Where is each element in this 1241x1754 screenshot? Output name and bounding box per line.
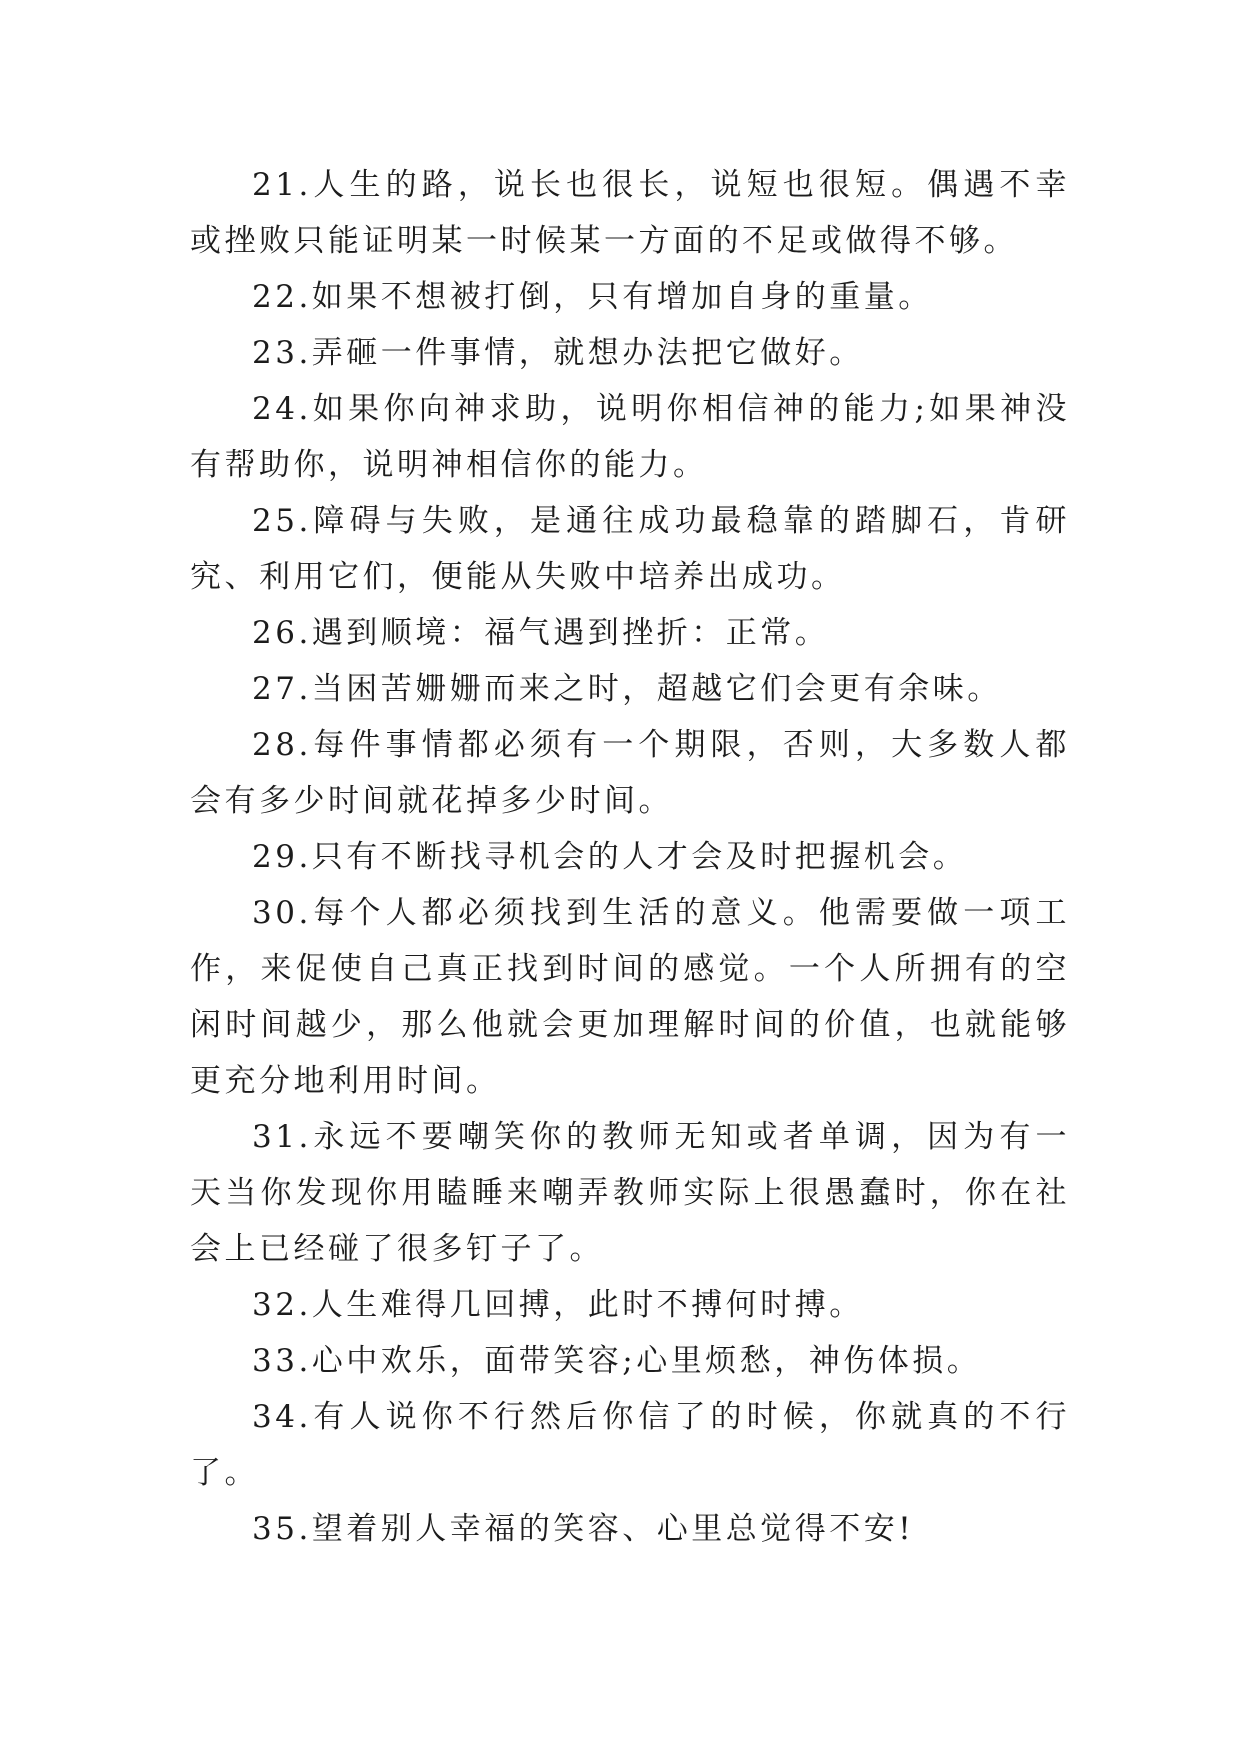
paragraph-27: 27.当困苦姗姗而来之时，超越它们会更有余味。 bbox=[252, 671, 1002, 707]
paragraph-29: 29.只有不断找寻机会的人才会及时把握机会。 bbox=[252, 839, 968, 875]
paragraph-26: 26.遇到顺境：福气遇到挫折：正常。 bbox=[252, 615, 830, 651]
paragraph-24: 24.如果你向神求助，说明你相信神的能力;如果神没有帮助你，说明神相信你的能力。 bbox=[190, 391, 1070, 483]
paragraph-32: 32.人生难得几回搏，此时不搏何时搏。 bbox=[252, 1287, 864, 1323]
paragraph-25: 25.障碍与失败，是通往成功最稳靠的踏脚石，肯研究、利用它们，便能从失败中培养出成功。 bbox=[190, 503, 1070, 595]
document-body bbox=[190, 157, 1070, 1557]
paragraph-31: 31.永远不要嘲笑你的教师无知或者单调，因为有一天当你发现你用瞌睡来嘲弄教师实际上很愚蠢时，你在社会上已经碰了很多钉子了。 bbox=[190, 1119, 1070, 1267]
paragraph-30: 30.每个人都必须找到生活的意义。他需要做一项工作，来促使自己真正找到时间的感觉。一个人所拥有的空闲时间越少，那么他就会更加理解时间的价值，也就能够更充分地利用时间。 bbox=[190, 895, 1070, 1099]
paragraph-34: 34.有人说你不行然后你信了的时候，你就真的不行了。 bbox=[190, 1399, 1070, 1491]
paragraph-22: 22.如果不想被打倒，只有增加自身的重量。 bbox=[252, 279, 933, 315]
paragraph-28: 28.每件事情都必须有一个期限，否则，大多数人都会有多少时间就花掉多少时间。 bbox=[190, 727, 1070, 819]
paragraph-21: 21.人生的路，说长也很长，说短也很短。偶遇不幸或挫败只能证明某一时候某一方面的不足或做得不够。 bbox=[190, 167, 1070, 259]
paragraph-33: 33.心中欢乐，面带笑容;心里烦愁，神伤体损。 bbox=[252, 1343, 982, 1379]
paragraph-35: 35.望着别人幸福的笑容、心里总觉得不安! bbox=[252, 1511, 915, 1547]
paragraph-23: 23.弄砸一件事情，就想办法把它做好。 bbox=[252, 335, 864, 371]
